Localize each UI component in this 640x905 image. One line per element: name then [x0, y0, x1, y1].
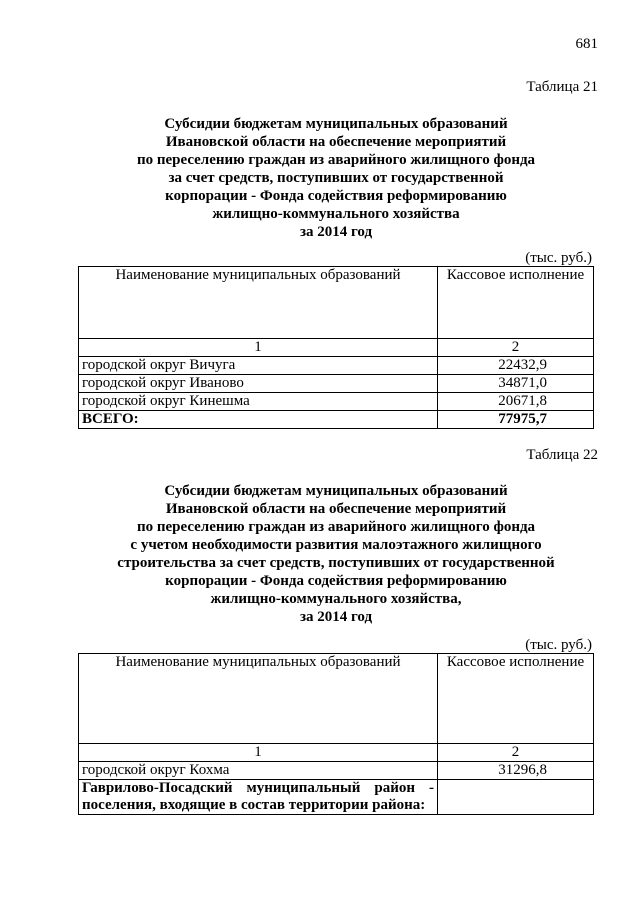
column-number-row — [79, 339, 594, 357]
title-line: корпорации - Фонда содействия реформированию — [165, 573, 507, 589]
table-row — [79, 375, 594, 393]
table-21 — [78, 266, 594, 429]
amount-value: 31296,8 — [438, 762, 594, 780]
column-number: 1 — [79, 339, 438, 357]
title-line: жилищно-коммунального хозяйства — [212, 206, 460, 222]
table-row — [79, 762, 594, 780]
title-line: за 2014 год — [299, 609, 373, 625]
section-label-line: Гаврилово-Посадский муниципальный район - — [82, 780, 434, 796]
column-header-value: Кассовое исполнение — [438, 267, 594, 339]
column-number: 1 — [79, 744, 438, 762]
column-number-row — [79, 744, 594, 762]
section-value — [438, 780, 594, 815]
title-line: Субсидии бюджетам муниципальных образований — [164, 483, 508, 499]
page-number: 681 — [575, 36, 598, 52]
table-header-row — [79, 654, 594, 744]
municipality-name: городской округ Вичуга — [79, 357, 438, 375]
municipality-name: городской округ Иваново — [79, 375, 438, 393]
title-line: Ивановской области на обеспечение мероприятий — [165, 501, 507, 517]
column-header-value: Кассовое исполнение — [438, 654, 594, 744]
table-row — [79, 393, 594, 411]
table-22-label: Таблица 22 — [526, 447, 598, 463]
column-header-name: Наименование муниципальных образований — [79, 267, 438, 339]
title-line: корпорации - Фонда содействия реформированию — [165, 188, 507, 204]
title-line: по переселению граждан из аварийного жилищного фонда — [136, 519, 536, 535]
table-21-title — [78, 115, 594, 241]
municipality-name: городской округ Кинешма — [79, 393, 438, 411]
total-value: 77975,7 — [438, 411, 594, 429]
table-header-row — [79, 267, 594, 339]
column-number: 2 — [438, 339, 594, 357]
title-line: Субсидии бюджетам муниципальных образований — [164, 116, 508, 132]
title-line: жилищно-коммунального хозяйства, — [210, 591, 462, 607]
amount-value: 20671,8 — [438, 393, 594, 411]
table-22 — [78, 653, 594, 815]
table-22-title — [78, 482, 594, 626]
column-number: 2 — [438, 744, 594, 762]
title-line: за 2014 год — [299, 224, 373, 240]
title-line: Ивановской области на обеспечение мероприятий — [165, 134, 507, 150]
section-row — [79, 780, 594, 815]
total-label: ВСЕГО: — [79, 411, 438, 429]
section-label — [79, 780, 438, 815]
municipality-name: городской округ Кохма — [79, 762, 438, 780]
title-line: по переселению граждан из аварийного жилищного фонда — [136, 152, 536, 168]
units-label: (тыс. руб.) — [525, 637, 592, 653]
units-label: (тыс. руб.) — [525, 250, 592, 266]
table-row — [79, 357, 594, 375]
title-line: за счет средств, поступивших от государственной — [168, 170, 504, 186]
section-label-line: поселения, входящие в состав территории района: — [82, 797, 426, 813]
title-line: с учетом необходимости развития малоэтажного жилищного — [130, 537, 542, 553]
amount-value: 22432,9 — [438, 357, 594, 375]
title-line: строительства за счет средств, поступивших от государственной — [117, 555, 555, 571]
total-row — [79, 411, 594, 429]
table-21-label: Таблица 21 — [526, 79, 598, 95]
column-header-name: Наименование муниципальных образований — [79, 654, 438, 744]
amount-value: 34871,0 — [438, 375, 594, 393]
